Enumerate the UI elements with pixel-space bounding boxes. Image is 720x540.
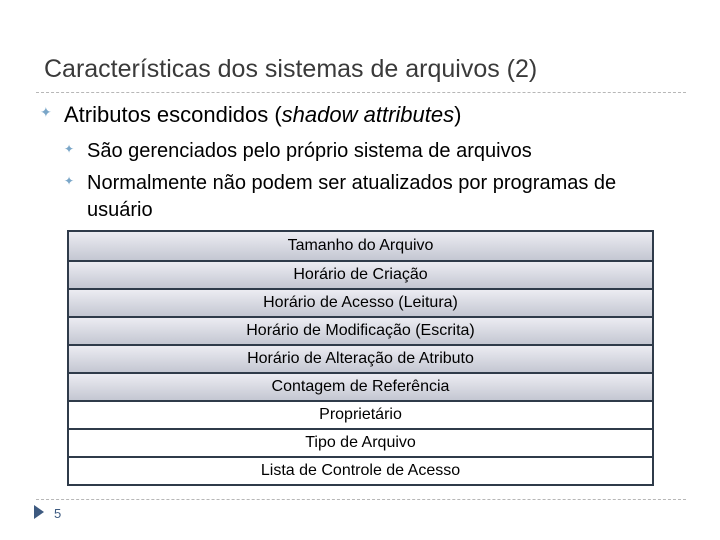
table-row: Tamanho do Arquivo	[69, 232, 652, 260]
table-row: Proprietário	[69, 400, 652, 428]
table-row: Lista de Controle de Acesso	[69, 456, 652, 484]
table-row: Horário de Alteração de Atributo	[69, 344, 652, 372]
table-row: Horário de Criação	[69, 260, 652, 288]
bullet-marker-icon: ✦	[40, 105, 52, 121]
bullet-marker-icon: ✦	[64, 174, 75, 188]
sub-bullet-text: Normalmente não podem ser atualizados por programas de usuário	[87, 172, 617, 221]
slide-title: Características dos sistemas de arquivos (2)	[44, 55, 538, 83]
sub-bullet-text: São gerenciados pelo próprio sistema de arquivos	[87, 140, 532, 162]
bullet-marker-icon: ✦	[64, 142, 75, 156]
table-row: Horário de Acesso (Leitura)	[69, 288, 652, 316]
bullet-italic-term: shadow attributes	[281, 102, 455, 127]
table-row: Horário de Modificação (Escrita)	[69, 316, 652, 344]
title-divider	[36, 92, 686, 93]
page-arrow-icon	[34, 505, 44, 519]
table-row: Tipo de Arquivo	[69, 428, 652, 456]
bullet-text: Atributos escondidos (shadow attributes)	[64, 102, 462, 127]
page-number: 5	[54, 506, 62, 521]
table-row: Contagem de Referência	[69, 372, 652, 400]
footer-divider	[36, 499, 686, 500]
attributes-table	[67, 230, 654, 486]
